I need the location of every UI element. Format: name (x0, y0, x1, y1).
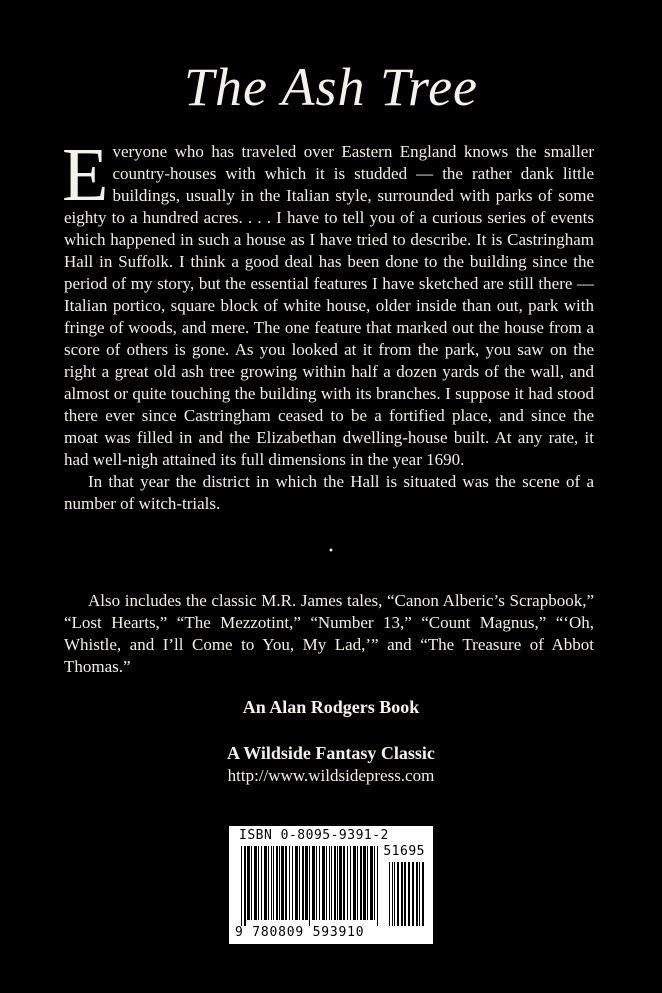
barcode-bar (331, 846, 332, 920)
barcode-bar (264, 846, 267, 920)
addon-bar (422, 862, 424, 926)
addon-bar (408, 862, 410, 926)
imprint-line: An Alan Rodgers Book (242, 697, 420, 717)
addon-bar (397, 862, 399, 926)
barcode-bar (322, 846, 325, 920)
barcode-bar (299, 846, 300, 920)
barcode-bar (295, 846, 298, 920)
excerpt-paragraph-1 (62, 133, 594, 471)
barcode-bar (292, 846, 293, 920)
barcode-bar (353, 846, 356, 920)
barcode-bar (261, 846, 262, 920)
barcode-bar (377, 846, 378, 926)
excerpt-paragraph-1-text: veryone who has traveled over Eastern England knows the smaller country-houses with which it is studded — the rather dank little buildings, usually in the Italian style, surrounded with parks of some eighty to a hundred acres. . . . I have to tell you of a curious series of events which happened in such a house as I have tried to describe. It is Castringham Hall in Suffolk. I think a good deal has been done to the building since the period of my story, but the essential features I have sketched are still there — Italian portico, square block of white house, older inside than out, park with fringe of woods, and mere. The one feature that marked out the house from a score of others is gone. As you looked at it from the park, you saw on the right a great old ash tree growing within half a dozen yards of the wall, and almost or quite touching the building with its branches. I suppose it had stood there ever since Castringham ceased to be a fortified place, and since the moat was filled in and the Elizabethan dwelling-house built. At any rate, it had well-nigh attained its full dimensions in the year 1690. (64, 142, 594, 469)
addon-bar (416, 862, 418, 926)
publisher-url: http://www.wildsidepress.com (227, 766, 435, 785)
barcode-bar (316, 846, 317, 920)
barcode-bar (370, 846, 373, 920)
barcode-bar (343, 846, 345, 920)
excerpt-paragraph-2: In that year the district in which the Hall is situated was the scene of a number of witch-trials. (64, 472, 594, 513)
barcode-bar (285, 846, 287, 920)
barcode-bar (258, 846, 259, 920)
barcode-bar (271, 846, 272, 920)
barcode-bar (360, 846, 362, 920)
story-excerpt (62, 133, 594, 515)
also-includes-text: Also includes the classic M.R. James tales, “Canon Alberic’s Scrapbook,” “Lost Hearts,” “The Mezzotint,” “Number 13,” “Count Magnus,” “‘Oh, Whistle, and I’ll Come to You, My Lad,’” and “The Treasure of Abbot Thomas.” (64, 591, 594, 676)
barcode-bar (254, 846, 257, 920)
isbn-label: ISBN 0-8095-9391-2 (239, 828, 389, 843)
addon-bar (392, 862, 393, 926)
section-separator: • (328, 546, 334, 557)
barcode-bar (363, 846, 366, 920)
ean-digits: 9 780809 593910 (235, 925, 365, 940)
barcode-bar (374, 846, 375, 920)
barcode-bar (367, 846, 368, 920)
barcode-bar (339, 846, 342, 920)
barcode-bar (281, 846, 284, 920)
addon-bar (412, 862, 414, 926)
barcode-bar (337, 846, 338, 920)
price-code: 51695 (383, 844, 425, 859)
barcode-bar (347, 846, 348, 920)
barcode-bar (309, 846, 310, 926)
barcode-bar (329, 846, 330, 920)
addon-bar (404, 862, 406, 926)
barcode-bar (326, 846, 327, 920)
addon-bar (401, 862, 403, 926)
barcode-bar (305, 846, 308, 920)
addon-bar (394, 862, 395, 926)
barcode-bar (357, 846, 358, 920)
barcode-bar (241, 846, 242, 926)
barcode-bar (334, 846, 336, 920)
addon-bar (389, 862, 390, 926)
barcode-bar (268, 846, 269, 920)
isbn-barcode (229, 826, 433, 944)
addon-bar (419, 862, 420, 926)
barcode-bar (279, 846, 280, 920)
barcode-bar (350, 846, 351, 920)
barcode-bar (244, 846, 246, 926)
barcode-bar (302, 846, 304, 920)
barcode-bar (319, 846, 320, 920)
barcode-bar (312, 846, 315, 920)
book-title: The Ash Tree (183, 57, 479, 117)
barcode-bar (251, 846, 252, 920)
series-line: A Wildside Fantasy Classic (227, 743, 435, 763)
drop-cap: E (62, 133, 109, 217)
barcode-bar (273, 846, 274, 920)
barcode-bar (247, 846, 250, 920)
barcode-bar (289, 846, 290, 920)
barcode-bars (233, 846, 429, 926)
barcode-bar (276, 846, 278, 920)
